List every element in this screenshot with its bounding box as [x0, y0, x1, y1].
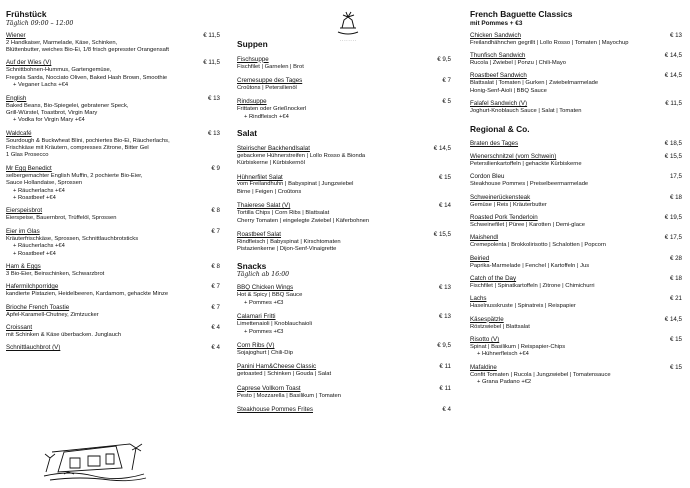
- menu-item-price: € 15: [669, 363, 682, 371]
- menu-item-line: [6, 324, 220, 332]
- menu-item-line: [6, 207, 220, 215]
- menu-item-price: € 9,5: [437, 55, 451, 63]
- menu-item-name: Eier im Glas: [6, 227, 40, 235]
- menu-item-description: Gemüse | Reis | Kräuterbutter: [470, 201, 547, 208]
- menu-item-name: Chicken Sandwich: [470, 31, 521, 39]
- breakfast-column: [6, 10, 220, 352]
- menu-item-line: [470, 316, 682, 324]
- menu-item-addon: + Grana Padano +€2: [477, 379, 532, 386]
- menu-item-line: [237, 363, 451, 371]
- menu-item-name: Panini Ham&Cheese Classic: [237, 363, 317, 371]
- menu-item-name: Beiried: [470, 254, 490, 262]
- menu-item-name: Fischsuppe: [237, 55, 269, 63]
- menu-item: [237, 145, 451, 168]
- menu-item-price: € 7: [211, 227, 220, 235]
- menu-item-line: [6, 263, 220, 271]
- menu-item-price: € 7: [211, 283, 220, 291]
- menu-item-description: Fischfilet | Spinatkartoffeln | Zitrone | Chimichurri: [470, 283, 595, 290]
- menu-item: [470, 32, 682, 47]
- menu-item-price: € 15,5: [664, 153, 682, 161]
- menu-item: [6, 283, 220, 298]
- menu-item: [470, 72, 682, 95]
- menu-item-addon: + Rindfleisch +€4: [244, 113, 289, 120]
- menu-item-name: Brioche French Toastie: [6, 303, 70, 311]
- menu-item-name: Corn Ribs (V): [237, 341, 275, 349]
- menu-item-line: [237, 231, 451, 239]
- menu-item-line: [237, 174, 451, 182]
- menu-item: [237, 174, 451, 197]
- menu-item: [470, 295, 682, 310]
- menu-item-line: [470, 194, 682, 202]
- menu-item-price: € 9,5: [437, 341, 451, 349]
- menu-item-name: Wienerschnitzel (vom Schwein): [470, 153, 557, 161]
- menu-item-name: Mr Egg Benedict: [6, 164, 52, 172]
- menu-item-description: Confit Tomaten | Rucola | Jungzwiebel | Tomatensauce: [470, 371, 611, 378]
- menu-item: [237, 231, 451, 254]
- menu-item: [470, 100, 682, 115]
- section-title: Snacks: [237, 260, 267, 271]
- menu-item: [470, 214, 682, 229]
- menu-item-price: € 8: [211, 262, 220, 270]
- section-subtitle: mit Pommes + €3: [470, 19, 523, 27]
- menu-item-name: Waldcafé: [6, 129, 32, 137]
- menu-item-name: Roastbeef Sandwich: [470, 72, 527, 80]
- menu-item-line: [470, 255, 682, 263]
- menu-item-price: € 7: [211, 303, 220, 311]
- menu-item-description: Paprika-Marmelade | Fenchel | Kartoffeln | Jus: [470, 262, 590, 269]
- menu-item: [6, 130, 220, 160]
- menu-item-line: [237, 56, 451, 64]
- menu-item-price: € 11: [439, 384, 451, 392]
- menu-item-description: Röstzwiebel | Blattsalat: [470, 323, 530, 330]
- menu-item-description: kandierte Pistazien, Heidelbeeren, Kardamom, gehackte Minze: [6, 291, 169, 298]
- menu-item-name: Calamari Fritti: [237, 313, 276, 321]
- menu-item-line: [470, 234, 682, 242]
- beach-house-illustration: [40, 432, 150, 486]
- menu-item-description: Joghurt-Knoblauch Sauce | Salat | Tomaten: [470, 108, 582, 115]
- menu-item-name: Thunfisch Sandwich: [470, 52, 526, 59]
- middle-column: [237, 40, 451, 414]
- breakfast-list: [6, 32, 220, 353]
- menu-item-price: € 15: [669, 336, 682, 344]
- menu-item-name: Thaierese Salat (V): [237, 202, 291, 210]
- menu-item-line: [470, 32, 682, 40]
- menu-item-description: Schweinefilet | Püree | Karotten | Demi-glace: [470, 222, 586, 228]
- menu-item: [6, 263, 220, 278]
- menu-item: [470, 52, 682, 67]
- menu-item-name: Falafel Sandwich (V): [470, 100, 528, 108]
- menu-item-description: Baked Beans, Bio-Spiegelei, gebratener Speck,: [6, 102, 129, 109]
- menu-item-line: [470, 214, 682, 222]
- menu-item-price: € 4: [442, 405, 451, 413]
- menu-item-line: [470, 153, 682, 161]
- menu-item: [470, 153, 682, 168]
- menu-item-price: € 13: [438, 313, 451, 321]
- menu-item-price: € 13: [438, 284, 451, 292]
- menu-item-description: Frittaten oder Grießnockerl: [237, 106, 307, 113]
- menu-item-name: English: [6, 94, 27, 102]
- menu-item-name: Roasted Pork Tenderloin: [470, 214, 538, 222]
- menu-item-line: [6, 228, 220, 236]
- menu-item-price: € 13: [669, 31, 682, 39]
- menu-item-description: Pistazienkerne | Dijon-Senf-Vinaigrette: [237, 246, 337, 253]
- menu-item-name: Schweinerückensteak: [470, 193, 531, 201]
- menu-item-name: BBQ Chicken Wings: [237, 284, 294, 292]
- menu-item-line: [470, 275, 682, 283]
- menu-item-line: [6, 59, 220, 67]
- menu-item-price: € 17,5: [664, 234, 682, 242]
- menu-item-name: Cremesuppe des Tages: [237, 77, 303, 84]
- menu-item-description: Freilandhähnchen gegrillt | Lollo Rosso | Tomaten | Mayochup: [470, 39, 629, 46]
- menu-item-description: Honig-Senf-Aioli | BBQ Sauce: [470, 87, 547, 94]
- menu-item-line: [237, 284, 451, 292]
- menu-item-description: 1 Glas Prosecco: [6, 152, 49, 159]
- menu-item-line: [237, 342, 451, 350]
- menu-item-price: 17,5: [669, 173, 682, 181]
- menu-item-description: Tortilla Chips | Corn Ribs | Blattsalat: [237, 210, 330, 217]
- section-subtitle: Täglich ab 16:00: [237, 271, 290, 279]
- menu-item-line: [470, 100, 682, 108]
- menu-item-addon: + Roastbeef +€4: [13, 195, 56, 202]
- menu-item-price: € 21: [669, 295, 682, 303]
- menu-item-description: selbergemachter English Muffin, 2 pochierte Bio-Eier,: [6, 172, 143, 179]
- menu-item-name: Croissant: [6, 323, 33, 331]
- menu-item: [470, 364, 682, 387]
- menu-item-description: Steakhouse Pommes | Preiselbeermarmelade: [470, 181, 589, 188]
- menu-item-line: [6, 32, 220, 40]
- breakfast-title: Frühstück: [6, 9, 47, 19]
- menu-item: [6, 324, 220, 339]
- menu-item-line: [6, 304, 220, 312]
- menu-item-description: Petersilienkartoffeln | gehackte Kürbiskerne: [470, 160, 582, 167]
- menu-item: [237, 406, 451, 414]
- menu-item-name: Lachs: [470, 295, 487, 303]
- menu-item: [237, 56, 451, 71]
- menu-item: [6, 32, 220, 55]
- menu-item-price: € 8: [211, 207, 220, 215]
- menu-item-description: Haselnusskruste | Spinatreis | Reispapier: [470, 303, 576, 310]
- menu-item-description: Pesto | Mozzarella | Basilikum | Tomaten: [237, 392, 341, 399]
- menu-item-line: [470, 52, 682, 60]
- menu-item-name: Mafaldine: [470, 363, 497, 371]
- menu-item-description: Schnittbohnen-Hummus, Gartengemüse,: [6, 67, 112, 74]
- menu-item-description: Cremepolenta | Brokkolirisotto | Schalotten | Popcorn: [470, 242, 606, 249]
- menu-item-price: € 11: [439, 363, 451, 371]
- menu-item-price: € 7: [442, 77, 451, 84]
- menu-item: [6, 304, 220, 319]
- menu-item-line: [237, 145, 451, 153]
- menu-item-description: Hot & Spicy | BBQ Sauce: [237, 292, 303, 299]
- section-title: Suppen: [237, 39, 268, 49]
- menu-item-price: € 14: [438, 202, 451, 210]
- menu-item: [237, 342, 451, 357]
- menu-item-line: [470, 364, 682, 372]
- menu-item-description: 3 Bio-Eier, Beinschinken, Schwarzbrot: [6, 270, 105, 277]
- menu-item-description: Sourdough & Buckwheat Blini, pochiertes Bio-Ei, Räucherlachs,: [6, 137, 170, 144]
- right-column: [470, 10, 682, 387]
- menu-item-price: € 18: [669, 275, 682, 283]
- menu-item-name: Maishendl: [470, 234, 499, 242]
- menu-item-addon: + Veganer Lachs +€4: [13, 82, 69, 89]
- section-title: Regional & Co.: [470, 124, 530, 135]
- menu-item: [237, 313, 451, 336]
- menu-item-price: € 4: [211, 323, 220, 331]
- menu-item-line: [237, 385, 451, 393]
- menu-item-description: Croûtons | Petersilienöl: [237, 84, 297, 91]
- menu-item-description: Frischkäse mit Kräutern, compresses Zitrone, Bitter Gel: [6, 145, 149, 152]
- menu-item-line: [237, 98, 451, 106]
- menu-item-name: Eierspeisbrot: [6, 207, 43, 215]
- menu-item-price: € 18: [669, 193, 682, 201]
- menu-item: [470, 275, 682, 290]
- menu-item-description: Sojajoghurt | Chili-Dip: [237, 349, 293, 356]
- menu-item-line: [237, 77, 451, 85]
- menu-item-price: € 14,5: [433, 144, 451, 152]
- menu-item: [6, 344, 220, 352]
- menu-item-name: Hafermilchporridge: [6, 283, 59, 291]
- menu-item: [470, 234, 682, 249]
- menu-item: [6, 59, 220, 89]
- menu-item-line: [237, 202, 451, 210]
- menu-item-name: Roastbeef Salat: [237, 231, 282, 238]
- menu-item: [237, 363, 451, 378]
- menu-item-description: mit Schinken & Käse überbacken. Junglauch: [6, 331, 122, 338]
- menu-item-addon: + Pommes +€3: [244, 299, 284, 306]
- menu-item-line: [6, 165, 220, 173]
- menu-item-description: Fregola Sarda, Nocciato Oliven, Baked Hash Brown, Smoothie: [6, 74, 168, 81]
- breakfast-hours: Täglich 09:00 – 12:00: [6, 19, 74, 27]
- menu-item-name: Caprese Vollkorn Toast: [237, 384, 301, 392]
- menu-item-description: Sauce Hollandaise, Sprossen: [6, 180, 83, 187]
- menu-item-line: [470, 173, 682, 181]
- menu-item-price: € 4: [211, 344, 220, 352]
- menu-item-name: Rindsuppe: [237, 98, 267, 106]
- menu-item-line: [6, 344, 220, 352]
- menu-item-price: € 15: [438, 173, 451, 181]
- menu-item-description: Spinat | Basilikum | Reispapier-Chips: [470, 344, 566, 351]
- section-title: Salat: [237, 128, 258, 139]
- menu-item-description: 2 Handkaiser, Marmelade, Käse, Schinken,: [6, 39, 118, 46]
- menu-item-description: Kräuterfrischkäse, Sprossen, Schnittlauchbrotsticks: [6, 235, 139, 242]
- menu-item-name: Braten des Tages: [470, 140, 519, 148]
- menu-item-price: € 11,5: [203, 59, 220, 67]
- menu-item: [237, 98, 451, 121]
- menu-item-description: Rindfleisch | Babyspinat | Kirschtomaten: [237, 238, 341, 245]
- menu-item: [6, 165, 220, 203]
- menu-item-name: Käsespätzle: [470, 315, 504, 323]
- menu-item-name: Catch of the Day: [470, 275, 517, 283]
- menu-item: [6, 95, 220, 125]
- menu-item: [237, 77, 451, 92]
- menu-item-description: Limettenaioli | Knoblauchaioli: [237, 321, 312, 328]
- menu-item-line: [237, 313, 451, 321]
- menu-item: [237, 284, 451, 307]
- menu-item-description: Grill-Würstel, Toastbrot, Virgin Mary: [6, 109, 98, 116]
- menu-item: [470, 140, 682, 148]
- menu-item-addon: + Räucherlachs +€4: [13, 243, 65, 250]
- menu-item-price: € 11,5: [203, 31, 220, 39]
- menu-item-description: Blattsalat | Tomaten | Gurken | Zwiebelmarmelade: [470, 80, 599, 87]
- menu-item-line: [6, 95, 220, 103]
- menu-item: [237, 385, 451, 400]
- menu-item-name: Auf der Wies (V): [6, 59, 52, 67]
- menu-item-line: [470, 336, 682, 344]
- menu-item-line: [6, 130, 220, 138]
- menu-item-price: € 5: [442, 98, 451, 106]
- menu-item-description: gebackene Hühnerstreifen | Lollo Rosso & Bionda: [237, 152, 366, 159]
- menu-item: [237, 202, 451, 225]
- menu-item-price: € 13: [207, 94, 220, 102]
- menu-item-description: Rucola | Zwiebel | Ponzu | Chili-Mayo: [470, 59, 567, 66]
- menu-item-name: Hühnerfilet Salat: [237, 173, 283, 181]
- menu-item-description: Birne | Feigen | Croûtons: [237, 188, 302, 195]
- menu-item-price: € 15,5: [433, 231, 451, 238]
- menu-item-name: Schnittlauchbrot (V): [6, 344, 61, 352]
- menu-item-description: Cherry Tomaten | eingelegte Zwiebel | Käferbohnen: [237, 217, 370, 224]
- menu-item-description: vom Freilandhuhn | Babyspinat | Jungzwiebel: [237, 181, 354, 188]
- menu-item-addon: + Pommes +€3: [244, 328, 284, 335]
- menu-item-price: € 14,5: [664, 52, 682, 59]
- menu-item: [470, 173, 682, 188]
- menu-item-description: Apfel-Karamell-Chutney, Zimtzucker: [6, 311, 99, 318]
- menu-item-description: Fischfilet | Garnelen | Brot: [237, 63, 304, 70]
- menu-item: [6, 207, 220, 222]
- menu-item-name: Cordon Bleu: [470, 173, 505, 181]
- menu-item-name: Risotto (V): [470, 336, 500, 344]
- menu-item-description: Kürbiskerne | Kürbiskernöl: [237, 160, 305, 167]
- menu-item-line: [6, 283, 220, 291]
- menu-item-name: Steakhouse Pommes Frites: [237, 405, 313, 413]
- menu-item-addon: + Räucherlachs +€4: [13, 187, 65, 194]
- menu-item: [470, 316, 682, 331]
- menu-item-line: [470, 295, 682, 303]
- svg-text:· · · · · · · ·: · · · · · · · ·: [340, 39, 356, 43]
- menu-item-description: Eierspeise, Bauernbrot, Trüffelöl, Sprossen: [6, 215, 117, 222]
- menu-item-description: getoasted | Schinken | Gouda | Salat: [237, 371, 332, 378]
- section-title: French Baguette Classics: [470, 9, 573, 19]
- menu-item-price: € 14,5: [664, 72, 682, 80]
- menu-item-price: € 9: [211, 164, 220, 172]
- menu-item-price: € 13: [207, 129, 220, 137]
- menu-item: [6, 228, 220, 258]
- menu-item-name: Wiener: [6, 31, 26, 39]
- menu-item-price: € 28: [669, 254, 682, 262]
- menu-item-description: Blüttenbutter, weiches Bio-Ei, 1/8 frisch gepresster Orangensaft: [6, 47, 170, 53]
- menu-item-price: € 14,5: [664, 315, 682, 323]
- menu-item: [470, 336, 682, 359]
- menu-item-addon: + Vodka for Virgin Mary +€4: [13, 117, 85, 124]
- menu-item: [470, 255, 682, 270]
- menu-item-price: € 11,5: [665, 100, 682, 108]
- menu-item-line: [470, 140, 682, 148]
- menu-item-line: [470, 72, 682, 80]
- menu-item-addon: + Hühnerfleisch +€4: [477, 351, 529, 358]
- menu-item-price: € 19,5: [664, 214, 682, 222]
- menu-item-name: Steirischer Backhendlsalat: [237, 144, 310, 152]
- menu-item-line: [237, 406, 451, 414]
- menu-item-price: € 18,5: [664, 140, 682, 148]
- menu-item-addon: + Roastbeef +€4: [13, 250, 56, 257]
- menu-item: [470, 194, 682, 209]
- menu-item-name: Ham & Eggs: [6, 262, 41, 270]
